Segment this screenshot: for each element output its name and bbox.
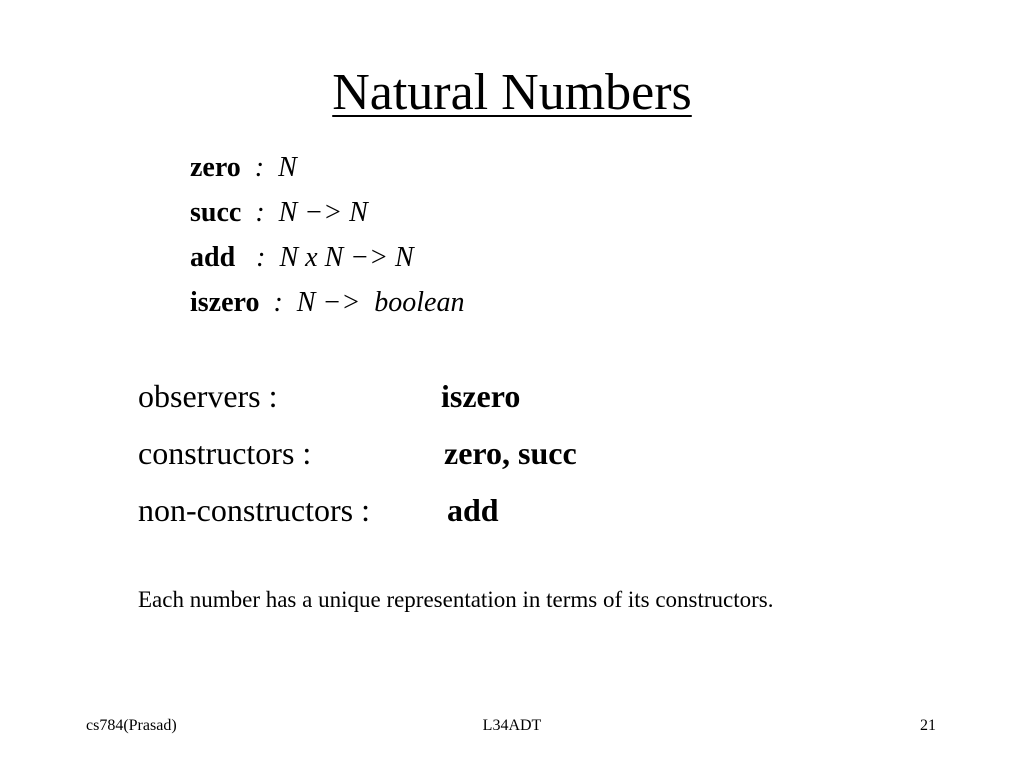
constructors-label: constructors : [138, 435, 312, 471]
signature-iszero [190, 286, 464, 320]
constructors-value: zero, succ [444, 435, 577, 471]
observers-label: observers : [138, 378, 278, 414]
signature-type: N −> boolean [296, 287, 465, 318]
signature-type: N [278, 152, 297, 183]
footer-author: cs784(Prasad) [86, 717, 177, 734]
operation-name: succ [190, 197, 242, 228]
signature-separator: : [259, 287, 297, 318]
signature-separator: : [235, 242, 280, 273]
slide-title-text: Natural Numbers [332, 64, 692, 121]
footer-page-number: 21 [920, 717, 936, 734]
signature-type: N x N −> N [279, 242, 414, 273]
operation-name: zero [190, 152, 241, 183]
representation-note: Each number has a unique representation in terms of its constructors. [138, 587, 774, 612]
non-constructors-value: add [447, 492, 499, 528]
signature-separator: : [240, 152, 279, 183]
slide-title [0, 62, 1024, 124]
signature-succ [190, 196, 368, 230]
non-constructors-row [138, 490, 499, 530]
non-constructors-label: non-constructors : [138, 492, 370, 528]
constructors-row [138, 433, 577, 473]
observers-row [138, 376, 521, 416]
signature-zero [190, 151, 297, 185]
operation-name: add [190, 242, 236, 273]
signature-add [190, 241, 414, 275]
operation-name: iszero [190, 287, 260, 318]
signature-type: N −> N [278, 197, 368, 228]
observers-value: iszero [441, 378, 521, 414]
footer-lecture: L34ADT [482, 717, 542, 734]
signature-separator: : [241, 197, 279, 228]
